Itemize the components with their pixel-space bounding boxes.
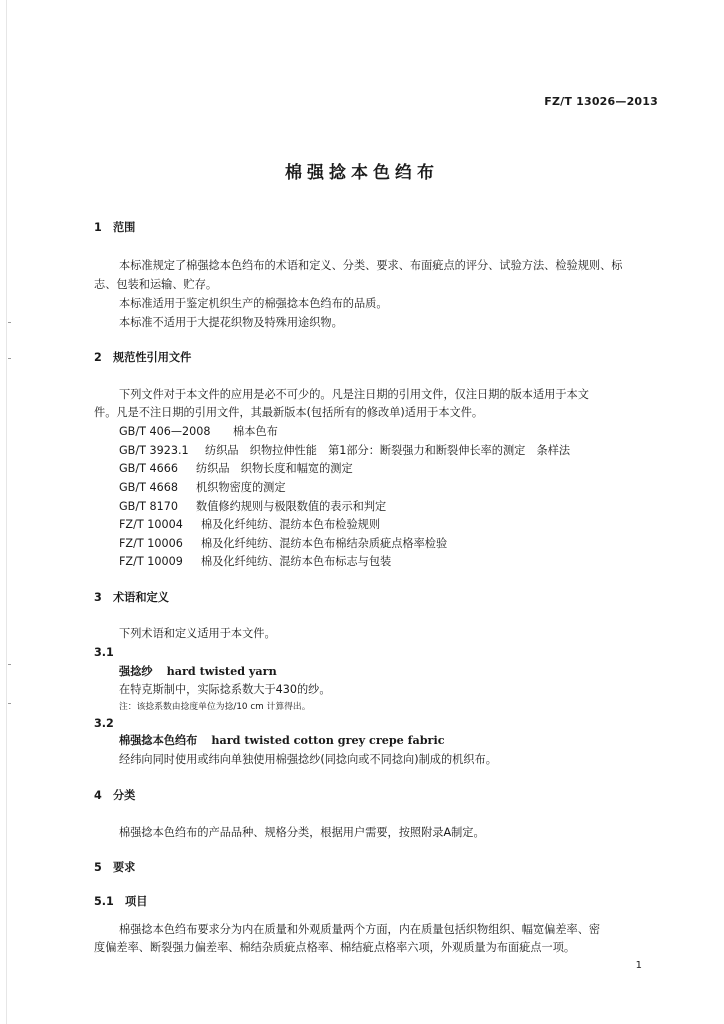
paragraph-line: 本标准不适用于大提花织物及特殊用途织物。 — [119, 316, 343, 329]
reference-title: 纺织品 织物拉伸性能 第1部分：断裂强力和断裂伸长率的测定 条样法 — [205, 444, 571, 457]
reference-item — [119, 461, 353, 476]
reference-item — [119, 517, 380, 532]
reference-code: GB/T 8170 — [119, 500, 178, 513]
term-english: hard twisted yarn — [166, 664, 277, 678]
paragraph-line: 棉强捻本色绉布的产品品种、规格分类，根据用户需要，按照附录A制定。 — [119, 826, 485, 839]
paragraph-line: 下列术语和定义适用于本文件。 — [119, 627, 276, 640]
paragraph-line: 本标准适用于鉴定机织生产的棉强捻本色绉布的品质。 — [119, 297, 388, 310]
reference-title: 纺织品 织物长度和幅宽的测定 — [196, 462, 353, 475]
reference-title: 棉及化纤纯纺、混纺本色布检验规则 — [201, 518, 381, 531]
section-4-heading: 4 分类 — [94, 789, 136, 802]
reference-item — [119, 554, 391, 569]
paragraph-line: 本标准规定了棉强捻本色绉布的术语和定义、分类、要求、布面疵点的评分、试验方法、检验规则、标 — [119, 259, 623, 272]
reference-item — [119, 480, 286, 495]
term-note: 注：该捻系数由捻度单位为捻/10 cm 计算得出。 — [119, 702, 311, 712]
section-5-heading: 5 要求 — [94, 861, 136, 874]
reference-code: GB/T 406—2008 — [119, 425, 211, 438]
reference-title: 机织物密度的测定 — [196, 481, 286, 494]
reference-item — [119, 443, 570, 458]
scan-edge-line — [6, 0, 7, 1024]
term-definition: 经纬向同时使用或纬向单独使用棉强捻纱(同捻向或不同捻向)制成的机织布。 — [119, 753, 497, 766]
reference-item — [119, 536, 447, 551]
paragraph-line: 志、包装和运输、贮存。 — [94, 278, 218, 291]
section-1-heading: 1 范围 — [94, 221, 136, 234]
margin-mark — [8, 358, 11, 359]
reference-code: GB/T 3923.1 — [119, 444, 189, 457]
term-entry — [119, 664, 277, 679]
subsection-5-1-heading: 5.1 项目 — [94, 895, 148, 908]
reference-title: 棉及化纤纯纺、混纺本色布棉结杂质疵点格率检验 — [201, 537, 448, 550]
reference-title: 数值修约规则与极限数值的表示和判定 — [196, 500, 387, 513]
reference-code: FZ/T 10006 — [119, 537, 183, 550]
margin-mark — [8, 322, 11, 323]
reference-code: GB/T 4666 — [119, 462, 178, 475]
reference-title: 棉及化纤纯纺、混纺本色布标志与包装 — [201, 555, 392, 568]
term-chinese: 强捻纱 — [119, 665, 153, 678]
reference-item — [119, 499, 386, 514]
term-english: hard twisted cotton grey crepe fabric — [211, 733, 445, 747]
paragraph-line: 棉强捻本色绉布要求分为内在质量和外观质量两个方面，内在质量包括织物组织、幅宽偏差率、密 — [119, 923, 601, 936]
reference-title: 棉本色布 — [233, 425, 278, 438]
term-number: 3.1 — [94, 646, 114, 659]
reference-code: GB/T 4668 — [119, 481, 178, 494]
margin-mark — [8, 664, 11, 665]
page-number: 1 — [635, 960, 642, 971]
section-3-heading: 3 术语和定义 — [94, 591, 169, 604]
paragraph-line: 度偏差率、断裂强力偏差率、棉结杂质疵点格率、棉结疵点格率六项，外观质量为布面疵点一项。 — [94, 941, 576, 954]
reference-item — [119, 424, 278, 439]
section-2-heading: 2 规范性引用文件 — [94, 351, 192, 364]
standard-code: FZ/T 13026—2013 — [544, 95, 658, 108]
term-entry — [119, 733, 445, 748]
margin-mark — [8, 703, 11, 704]
term-definition: 在特克斯制中，实际捻系数大于430的纱。 — [119, 683, 331, 696]
term-chinese: 棉强捻本色绉布 — [119, 734, 198, 747]
reference-code: FZ/T 10004 — [119, 518, 183, 531]
reference-code: FZ/T 10009 — [119, 555, 183, 568]
document-title: 棉强捻本色绉布 — [285, 163, 439, 183]
paragraph-line: 件。凡是不注日期的引用文件，其最新版本(包括所有的修改单)适用于本文件。 — [94, 406, 484, 419]
term-number: 3.2 — [94, 717, 114, 730]
paragraph-line: 下列文件对于本文件的应用是必不可少的。凡是注日期的引用文件，仅注日期的版本适用于本文 — [119, 388, 589, 401]
